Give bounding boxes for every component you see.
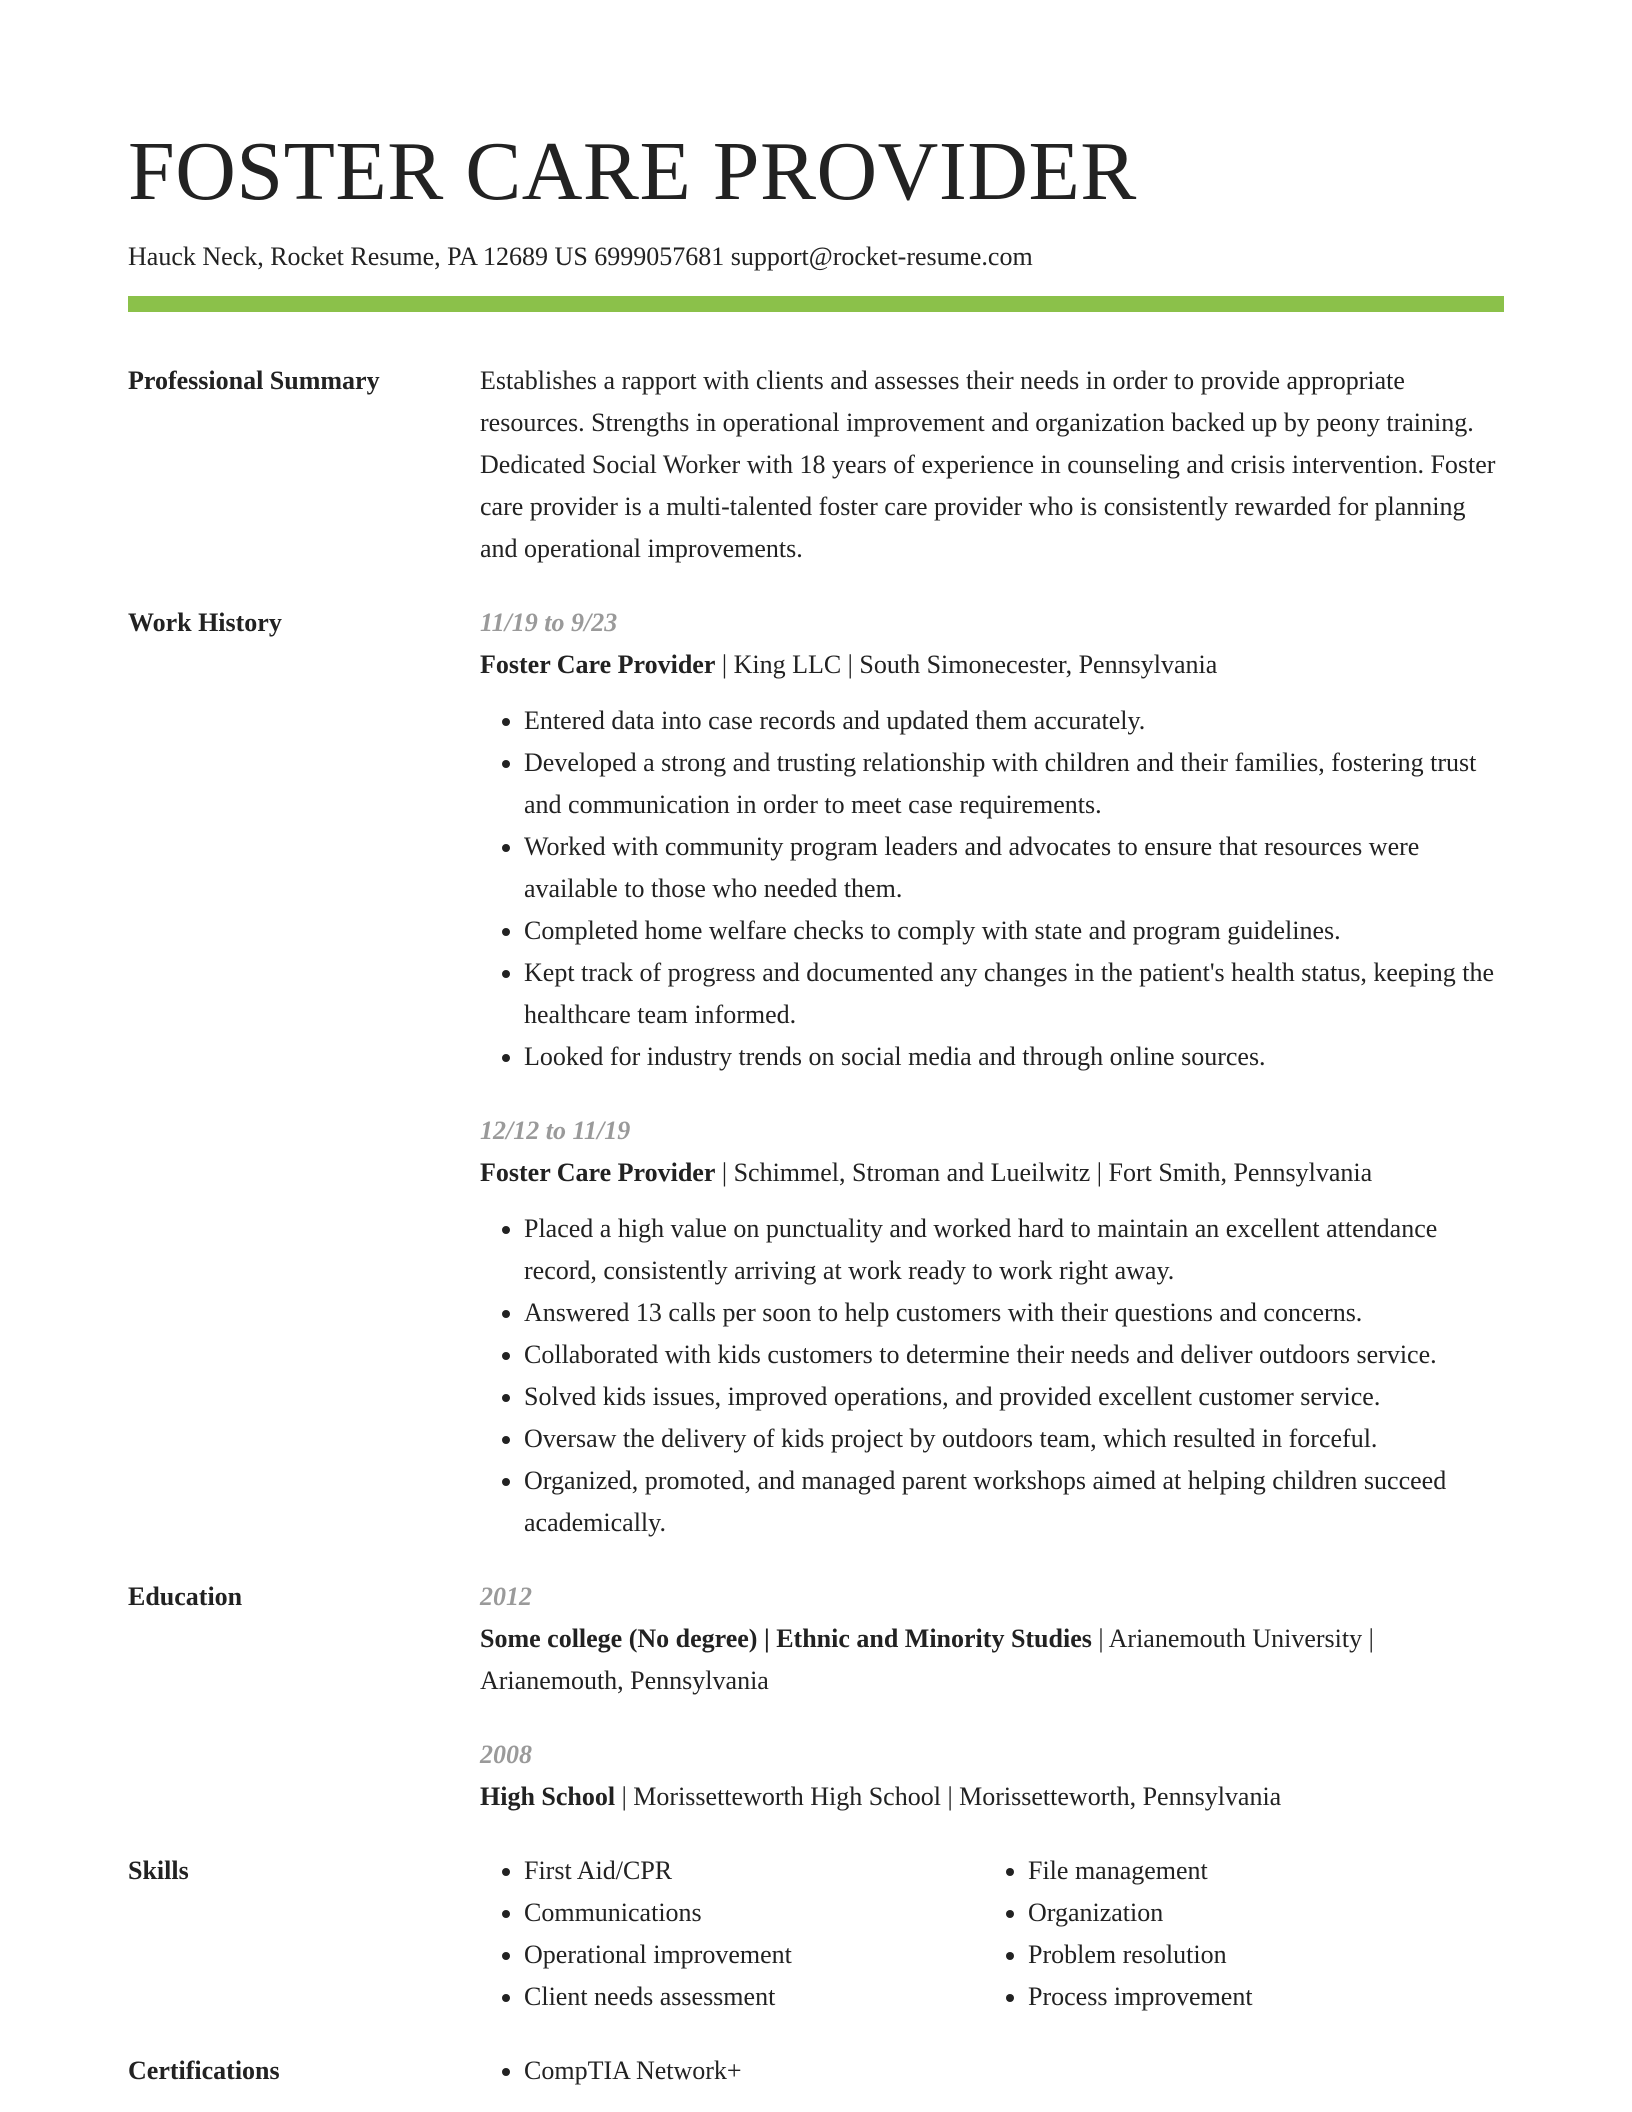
education-degree: High School — [480, 1782, 616, 1811]
skill-item: • Problem resolution — [1028, 1934, 1488, 1976]
resume-name: FOSTER CARE PROVIDER — [128, 125, 1137, 218]
contact-line: Hauck Neck, Rocket Resume, PA 12689 US 6999057681 support@rocket-resume.com — [128, 242, 1033, 271]
skill-item: • Client needs assessment — [524, 1976, 984, 2018]
education-year: 2012 — [480, 1582, 532, 1611]
skills-body — [480, 1850, 1504, 2018]
list-item: • Collaborated with kids customers to determine their needs and deliver outdoors service. — [524, 1334, 1504, 1376]
section-label-skills: Skills — [128, 1856, 189, 1885]
work-history-section — [128, 602, 1504, 1544]
job-title: Foster Care Provider — [480, 650, 716, 679]
list-item: • Worked with community program leaders and advocates to ensure that resources were available to those who needed them. — [524, 826, 1504, 910]
skill-item: • Operational improvement — [524, 1934, 984, 1976]
education-body — [480, 1576, 1504, 1818]
section-label-work: Work History — [128, 608, 282, 637]
skill-item: • File management — [1028, 1850, 1488, 1892]
skills-list-left — [480, 1850, 984, 2018]
section-label-summary: Professional Summary — [128, 366, 380, 395]
work-history-body — [480, 602, 1504, 1544]
list-item: • Completed home welfare checks to comply with state and program guidelines. — [524, 910, 1504, 952]
education-entry — [480, 1734, 1504, 1818]
education-heading — [480, 1618, 1504, 1702]
job-dates: 11/19 to 9/23 — [480, 608, 618, 637]
certifications-list — [480, 2050, 1504, 2092]
education-year: 2008 — [480, 1740, 532, 1769]
list-item: • Answered 13 calls per soon to help customers with their questions and concerns. — [524, 1292, 1504, 1334]
education-degree: Some college (No degree) | Ethnic and Minority Studies — [480, 1624, 1092, 1653]
education-entry — [480, 1576, 1504, 1702]
job-dates: 12/12 to 11/19 — [480, 1116, 631, 1145]
skills-list-right — [984, 1850, 1488, 2018]
certifications-section — [128, 2050, 1504, 2092]
certifications-body — [480, 2050, 1504, 2092]
header-divider — [128, 296, 1504, 312]
list-item: • Kept track of progress and documented any changes in the patient's health status, keeping the healthcare team informed. — [524, 952, 1504, 1036]
section-label-education: Education — [128, 1582, 243, 1611]
job-details: | Schimmel, Stroman and Lueilwitz | Fort Smith, Pennsylvania — [715, 1158, 1373, 1187]
job-bullets — [480, 1208, 1504, 1544]
education-details: | Morissetteworth High School | Morissetteworth, Pennsylvania — [615, 1782, 1282, 1811]
job-entry — [480, 1110, 1504, 1544]
job-bullets — [480, 700, 1504, 1078]
list-item: • Entered data into case records and updated them accurately. — [524, 700, 1504, 742]
list-item: • Organized, promoted, and managed parent workshops aimed at helping children succeed academically. — [524, 1460, 1504, 1544]
education-details: | Arianemouth University | Arianemouth, Pennsylvania — [480, 1624, 1374, 1695]
education-heading — [480, 1776, 1504, 1818]
summary-text: Establishes a rapport with clients and assesses their needs in order to provide appropriate resources. Strengths in operational improvement and organization backed up by peony training. Dedicated Social Worker with 18 years of experience in counseling and crisis intervention. Foster care provider is a multi-talented foster care provider who is consistently rewarded for planning and operational improvements. — [480, 366, 1496, 563]
certification-item: • CompTIA Network+ — [524, 2050, 1504, 2092]
list-item: • Developed a strong and trusting relationship with children and their families, fostering trust and communication in order to meet case requirements. — [524, 742, 1504, 826]
skill-item: • Organization — [1028, 1892, 1488, 1934]
skills-section — [128, 1850, 1504, 2018]
skill-item: • Process improvement — [1028, 1976, 1488, 2018]
skill-item: • Communications — [524, 1892, 984, 1934]
list-item: • Oversaw the delivery of kids project by outdoors team, which resulted in forceful. — [524, 1418, 1504, 1460]
list-item: • Solved kids issues, improved operations, and provided excellent customer service. — [524, 1376, 1504, 1418]
summary-section — [128, 360, 1504, 570]
resume-page — [128, 0, 1504, 2092]
section-label-certifications: Certifications — [128, 2056, 280, 2085]
list-item: • Placed a high value on punctuality and worked hard to maintain an excellent attendance record, consistently arriving at work ready to work right away. — [524, 1208, 1504, 1292]
job-heading — [480, 1152, 1504, 1194]
list-item: • Looked for industry trends on social media and through online sources. — [524, 1036, 1504, 1078]
job-entry — [480, 602, 1504, 1078]
job-heading — [480, 644, 1504, 686]
skill-item: • First Aid/CPR — [524, 1850, 984, 1892]
job-details: | King LLC | South Simonecester, Pennsylvania — [715, 650, 1218, 679]
education-section — [128, 1576, 1504, 1818]
job-title: Foster Care Provider — [480, 1158, 716, 1187]
